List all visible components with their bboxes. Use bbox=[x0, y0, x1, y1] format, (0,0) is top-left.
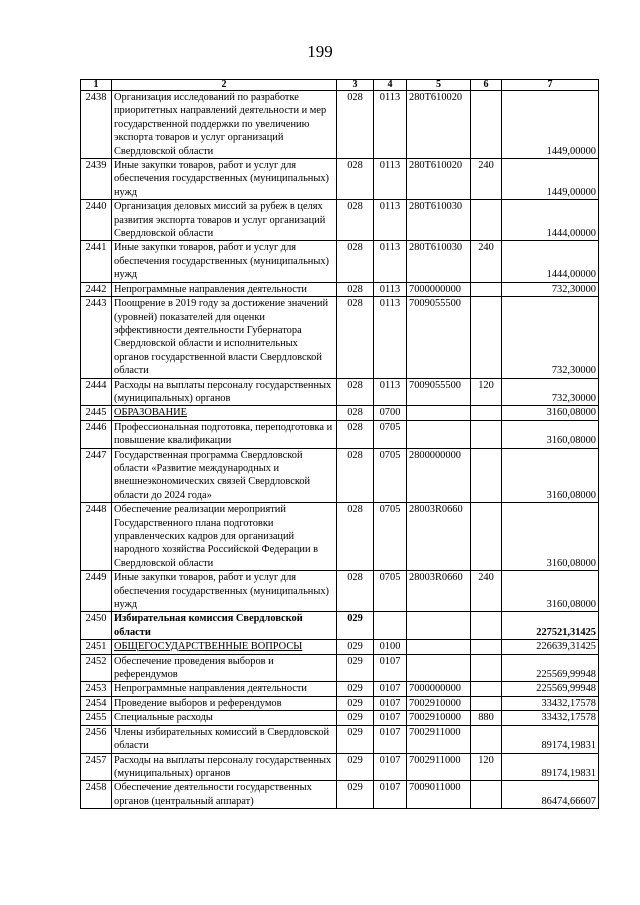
table-row bbox=[81, 654, 599, 682]
table-row bbox=[81, 503, 599, 571]
table-row bbox=[81, 640, 599, 654]
row-expense-type bbox=[471, 682, 502, 696]
row-target-code bbox=[407, 640, 471, 654]
row-target-code: 7002910000 bbox=[407, 696, 471, 710]
row-grbs-code: 029 bbox=[337, 696, 374, 710]
row-grbs-code: 028 bbox=[337, 282, 374, 296]
row-name: Непрограммные направления деятельности bbox=[112, 282, 337, 296]
row-number: 2445 bbox=[81, 406, 112, 420]
row-section-code: 0705 bbox=[374, 503, 407, 571]
header-col-7: 7 bbox=[502, 80, 599, 91]
row-grbs-code: 028 bbox=[337, 297, 374, 378]
table-row bbox=[81, 682, 599, 696]
table-row bbox=[81, 696, 599, 710]
row-grbs-code: 029 bbox=[337, 711, 374, 725]
row-expense-type bbox=[471, 654, 502, 682]
row-name: Обеспечение деятельности государственных органов (центральный аппарат) bbox=[112, 781, 337, 809]
row-amount: 89174,19831 bbox=[502, 725, 599, 753]
row-name: Организация деловых миссий за рубеж в целях развития экспорта товаров и услуг организаций Свердловской области bbox=[112, 200, 337, 241]
row-number: 2440 bbox=[81, 200, 112, 241]
table-row bbox=[81, 420, 599, 448]
row-section-code: 0113 bbox=[374, 159, 407, 200]
row-section-code: 0107 bbox=[374, 711, 407, 725]
row-amount: 3160,08000 bbox=[502, 406, 599, 420]
row-expense-type bbox=[471, 406, 502, 420]
row-section-code: 0705 bbox=[374, 420, 407, 448]
row-section-code: 0113 bbox=[374, 91, 407, 159]
row-amount: 86474,66607 bbox=[502, 781, 599, 809]
row-section-code: 0107 bbox=[374, 654, 407, 682]
row-section-code: 0113 bbox=[374, 297, 407, 378]
table-row bbox=[81, 753, 599, 781]
table-row bbox=[81, 159, 599, 200]
row-name: Обеспечение реализации мероприятий Государственного плана подготовки управленческих кадров для организаций народного хозяйства Российской Федерации в Свердловской области bbox=[112, 503, 337, 571]
row-expense-type bbox=[471, 612, 502, 640]
row-number: 2456 bbox=[81, 725, 112, 753]
row-expense-type: 240 bbox=[471, 571, 502, 612]
table-row bbox=[81, 448, 599, 503]
row-amount: 3160,08000 bbox=[502, 420, 599, 448]
row-section-code: 0107 bbox=[374, 781, 407, 809]
row-section-code: 0705 bbox=[374, 448, 407, 503]
row-target-code bbox=[407, 420, 471, 448]
row-expense-type bbox=[471, 420, 502, 448]
row-number: 2452 bbox=[81, 654, 112, 682]
row-expense-type bbox=[471, 503, 502, 571]
row-grbs-code: 028 bbox=[337, 420, 374, 448]
row-grbs-code: 028 bbox=[337, 503, 374, 571]
row-grbs-code: 028 bbox=[337, 200, 374, 241]
row-number: 2442 bbox=[81, 282, 112, 296]
row-expense-type bbox=[471, 696, 502, 710]
row-expense-type bbox=[471, 297, 502, 378]
table-row bbox=[81, 378, 599, 406]
row-section-code: 0107 bbox=[374, 696, 407, 710]
row-name: Иные закупки товаров, работ и услуг для обеспечения государственных (муниципальных) нужд bbox=[112, 571, 337, 612]
row-number: 2447 bbox=[81, 448, 112, 503]
row-target-code: 7009011000 bbox=[407, 781, 471, 809]
row-number: 2443 bbox=[81, 297, 112, 378]
row-number: 2448 bbox=[81, 503, 112, 571]
row-amount: 89174,19831 bbox=[502, 753, 599, 781]
row-target-code: 280Т610030 bbox=[407, 200, 471, 241]
table-row bbox=[81, 200, 599, 241]
row-grbs-code: 028 bbox=[337, 378, 374, 406]
row-amount: 732,30000 bbox=[502, 282, 599, 296]
row-expense-type bbox=[471, 781, 502, 809]
row-section-code: 0113 bbox=[374, 200, 407, 241]
table-row bbox=[81, 297, 599, 378]
row-expense-type: 120 bbox=[471, 378, 502, 406]
row-name: Члены избирательных комиссий в Свердловской области bbox=[112, 725, 337, 753]
row-target-code bbox=[407, 612, 471, 640]
row-number: 2451 bbox=[81, 640, 112, 654]
row-amount: 3160,08000 bbox=[502, 503, 599, 571]
header-col-5: 5 bbox=[407, 80, 471, 91]
row-target-code: 28003R0660 bbox=[407, 571, 471, 612]
row-name: Государственная программа Свердловской области «Развитие международных и внешнеэкономических связей Свердловской области до 2024 года» bbox=[112, 448, 337, 503]
row-grbs-code: 029 bbox=[337, 682, 374, 696]
row-number: 2449 bbox=[81, 571, 112, 612]
row-amount: 33432,17578 bbox=[502, 696, 599, 710]
row-name: Иные закупки товаров, работ и услуг для обеспечения государственных (муниципальных) нужд bbox=[112, 159, 337, 200]
row-section-code: 0705 bbox=[374, 571, 407, 612]
row-section-code: 0107 bbox=[374, 725, 407, 753]
row-grbs-code: 029 bbox=[337, 640, 374, 654]
page-number: 199 bbox=[307, 42, 333, 61]
row-section-code: 0700 bbox=[374, 406, 407, 420]
row-grbs-code: 028 bbox=[337, 159, 374, 200]
row-grbs-code: 028 bbox=[337, 91, 374, 159]
row-expense-type bbox=[471, 200, 502, 241]
row-target-code: 7002911000 bbox=[407, 725, 471, 753]
row-section-code: 0113 bbox=[374, 241, 407, 282]
row-target-code: 7009055500 bbox=[407, 297, 471, 378]
row-number: 2453 bbox=[81, 682, 112, 696]
row-section-code: 0113 bbox=[374, 282, 407, 296]
row-name: Обеспечение проведения выборов и референдумов bbox=[112, 654, 337, 682]
row-expense-type bbox=[471, 91, 502, 159]
table-row bbox=[81, 91, 599, 159]
row-section-code bbox=[374, 612, 407, 640]
row-name: Организация исследований по разработке приоритетных направлений деятельности и мер государственной поддержки по увеличению экспорта товаров и услуг организаций Свердловской области bbox=[112, 91, 337, 159]
row-name: ОБРАЗОВАНИЕ bbox=[112, 406, 337, 420]
row-expense-type bbox=[471, 448, 502, 503]
row-target-code: 7002911000 bbox=[407, 753, 471, 781]
row-amount: 1444,00000 bbox=[502, 241, 599, 282]
row-section-code: 0113 bbox=[374, 378, 407, 406]
header-col-3: 3 bbox=[337, 80, 374, 91]
row-number: 2454 bbox=[81, 696, 112, 710]
row-amount: 226639,31425 bbox=[502, 640, 599, 654]
table-row bbox=[81, 571, 599, 612]
row-expense-type bbox=[471, 640, 502, 654]
header-col-6: 6 bbox=[471, 80, 502, 91]
table-row bbox=[81, 241, 599, 282]
table-row bbox=[81, 781, 599, 809]
row-target-code: 7000000000 bbox=[407, 282, 471, 296]
row-target-code bbox=[407, 406, 471, 420]
row-expense-type: 880 bbox=[471, 711, 502, 725]
table-row bbox=[81, 406, 599, 420]
row-amount: 227521,31425 bbox=[502, 612, 599, 640]
row-grbs-code: 029 bbox=[337, 781, 374, 809]
row-name: Поощрение в 2019 году за достижение значений (уровней) показателей для оценки эффективности деятельности Губернатора Свердловской области и исполнительных органов государственной власти Свердловской области bbox=[112, 297, 337, 378]
budget-table bbox=[80, 79, 599, 809]
table-header-row bbox=[81, 80, 599, 91]
row-name: Расходы на выплаты персоналу государственных (муниципальных) органов bbox=[112, 378, 337, 406]
row-target-code: 2800000000 bbox=[407, 448, 471, 503]
row-expense-type: 240 bbox=[471, 241, 502, 282]
row-name: Непрограммные направления деятельности bbox=[112, 682, 337, 696]
row-amount: 732,30000 bbox=[502, 378, 599, 406]
row-number: 2458 bbox=[81, 781, 112, 809]
row-amount: 33432,17578 bbox=[502, 711, 599, 725]
row-number: 2446 bbox=[81, 420, 112, 448]
row-grbs-code: 029 bbox=[337, 612, 374, 640]
table-row bbox=[81, 282, 599, 296]
row-expense-type bbox=[471, 725, 502, 753]
header-col-4: 4 bbox=[374, 80, 407, 91]
row-section-code: 0107 bbox=[374, 682, 407, 696]
row-expense-type: 120 bbox=[471, 753, 502, 781]
row-amount: 225569,99948 bbox=[502, 654, 599, 682]
row-target-code: 280Т610020 bbox=[407, 159, 471, 200]
row-target-code: 280Т610020 bbox=[407, 91, 471, 159]
row-target-code: 280Т610030 bbox=[407, 241, 471, 282]
row-amount: 3160,08000 bbox=[502, 448, 599, 503]
row-amount: 225569,99948 bbox=[502, 682, 599, 696]
row-expense-type: 240 bbox=[471, 159, 502, 200]
row-grbs-code: 029 bbox=[337, 725, 374, 753]
row-target-code: 7009055500 bbox=[407, 378, 471, 406]
row-name: Специальные расходы bbox=[112, 711, 337, 725]
row-name: Расходы на выплаты персоналу государственных (муниципальных) органов bbox=[112, 753, 337, 781]
row-section-code: 0107 bbox=[374, 753, 407, 781]
row-target-code: 28003R0660 bbox=[407, 503, 471, 571]
row-amount: 732,30000 bbox=[502, 297, 599, 378]
row-grbs-code: 028 bbox=[337, 406, 374, 420]
row-amount: 1449,00000 bbox=[502, 91, 599, 159]
row-section-code: 0100 bbox=[374, 640, 407, 654]
table-row bbox=[81, 612, 599, 640]
row-name: ОБЩЕГОСУДАРСТВЕННЫЕ ВОПРОСЫ bbox=[112, 640, 337, 654]
row-number: 2439 bbox=[81, 159, 112, 200]
row-amount: 1449,00000 bbox=[502, 159, 599, 200]
row-name: Профессиональная подготовка, переподготовка и повышение квалификации bbox=[112, 420, 337, 448]
table-row bbox=[81, 725, 599, 753]
row-grbs-code: 029 bbox=[337, 654, 374, 682]
row-expense-type bbox=[471, 282, 502, 296]
row-amount: 1444,00000 bbox=[502, 200, 599, 241]
row-target-code: 7000000000 bbox=[407, 682, 471, 696]
row-number: 2457 bbox=[81, 753, 112, 781]
row-grbs-code: 028 bbox=[337, 448, 374, 503]
header-col-1: 1 bbox=[81, 80, 112, 91]
header-col-2: 2 bbox=[112, 80, 337, 91]
row-amount: 3160,08000 bbox=[502, 571, 599, 612]
row-grbs-code: 028 bbox=[337, 241, 374, 282]
row-number: 2438 bbox=[81, 91, 112, 159]
row-number: 2455 bbox=[81, 711, 112, 725]
row-grbs-code: 029 bbox=[337, 753, 374, 781]
row-target-code bbox=[407, 654, 471, 682]
row-number: 2450 bbox=[81, 612, 112, 640]
row-number: 2441 bbox=[81, 241, 112, 282]
row-number: 2444 bbox=[81, 378, 112, 406]
row-name: Иные закупки товаров, работ и услуг для обеспечения государственных (муниципальных) нужд bbox=[112, 241, 337, 282]
row-name: Проведение выборов и референдумов bbox=[112, 696, 337, 710]
row-name: Избирательная комиссия Свердловской области bbox=[112, 612, 337, 640]
row-target-code: 7002910000 bbox=[407, 711, 471, 725]
table-row bbox=[81, 711, 599, 725]
row-grbs-code: 028 bbox=[337, 571, 374, 612]
